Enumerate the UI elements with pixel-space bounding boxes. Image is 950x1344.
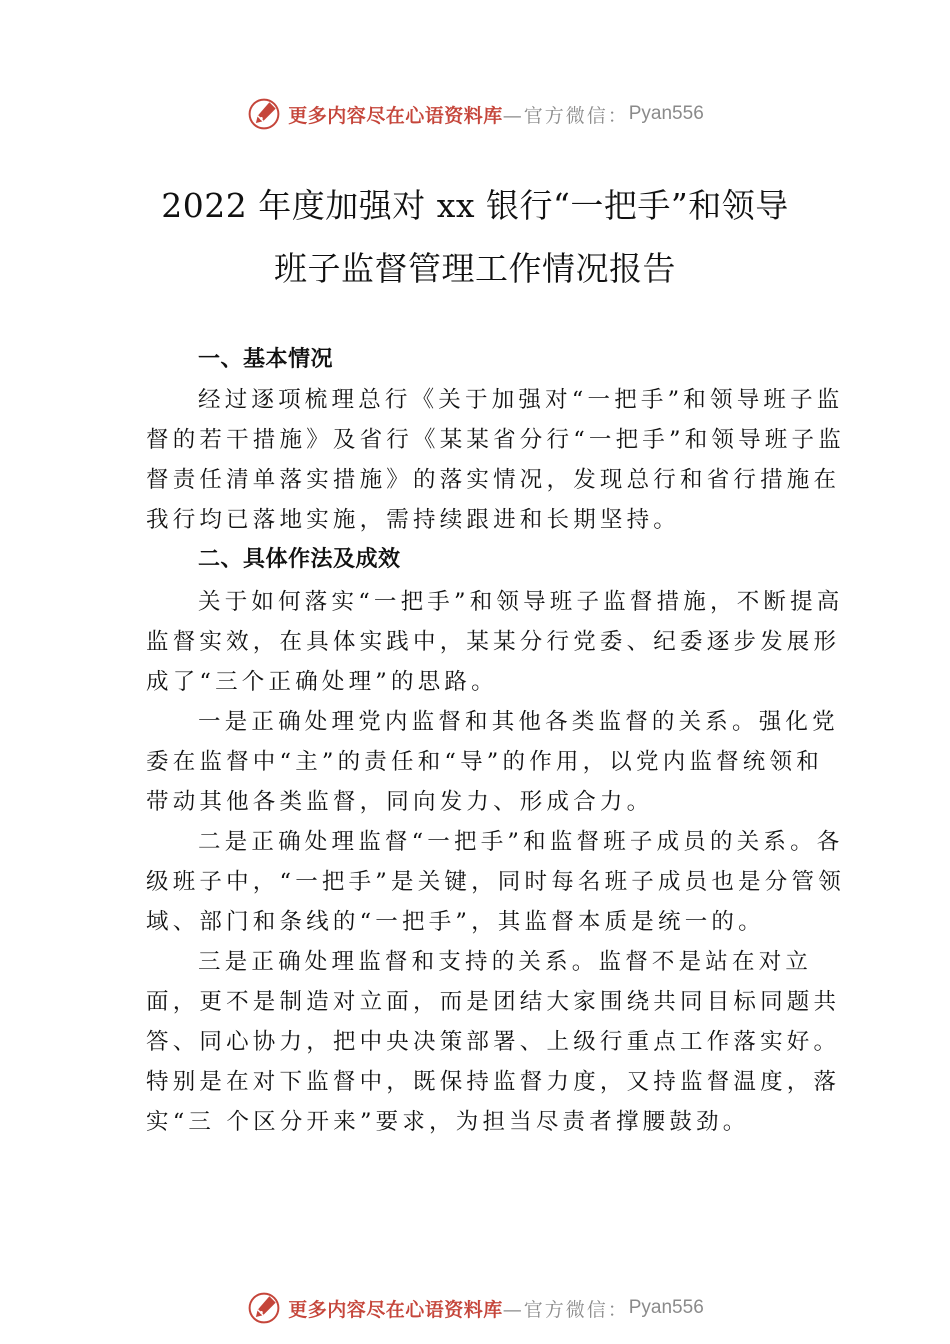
paragraph: 一是正确处理党内监督和其他各类监督的关系。强化党委在监督中“主”的责任和“导”的作用，以党内监督统领和带动其他各类监督，同向发力、形成合力。 <box>146 709 839 815</box>
paragraph: 二是正确处理监督“一把手”和监督班子成员的关系。各级班子中，“一把手”是关键，同时每名班子成员也是分管领域、部门和条线的“一把手”，其监督本质是统一的。 <box>146 829 845 935</box>
banner-wechat-id: Pyan556 <box>628 1297 704 1318</box>
section-2-body <box>146 582 846 1142</box>
section-heading-basic-situation: 一、基本情况 <box>198 347 334 372</box>
section-heading-practices: 二、具体作法及成效 <box>198 547 401 572</box>
banner-sub-text: —官方微信： <box>502 1298 629 1321</box>
document-title-line-1: 2022 年度加强对 xx 银行“一把手”和领导 <box>161 186 789 225</box>
header-watermark-banner <box>0 94 950 134</box>
banner-wechat-id: Pyan556 <box>628 103 704 124</box>
fountain-pen-nib-icon <box>246 96 282 132</box>
paragraph: 关于如何落实“一把手”和领导班子监督措施，不断提高监督实效，在具体实践中，某某分行党委、纪委逐步发展形成了“三个正确处理”的思路。 <box>146 589 844 695</box>
banner-main-text: 更多内容尽在心语资料库 <box>288 1298 503 1321</box>
banner-main-text: 更多内容尽在心语资料库 <box>288 104 503 127</box>
section-1-body <box>146 380 846 540</box>
banner-sub-text: —官方微信： <box>502 104 629 127</box>
document-title-line-2: 班子监督管理工作情况报告 <box>274 249 676 288</box>
paragraph: 经过逐项梳理总行《关于加强对“一把手”和领导班子监督的若干措施》及省行《某某省分行“一把手”和领导班子监督责任清单落实措施》的落实情况，发现总行和省行措施在我行均已落地实施，需持续跟进和长期坚持。 <box>146 387 845 533</box>
paragraph: 三是正确处理监督和支持的关系。监督不是站在对立面，更不是制造对立面，而是团结大家围绕共同目标同题共答、同心协力，把中央决策部署、上级行重点工作落实好。特别是在对下监督中，既保持监督力度，又持监督温度，落实“三 个区分开来”要求，为担当尽责者撑腰鼓劲。 <box>146 949 841 1135</box>
fountain-pen-nib-icon <box>246 1290 282 1326</box>
footer-watermark-banner <box>0 1288 950 1328</box>
